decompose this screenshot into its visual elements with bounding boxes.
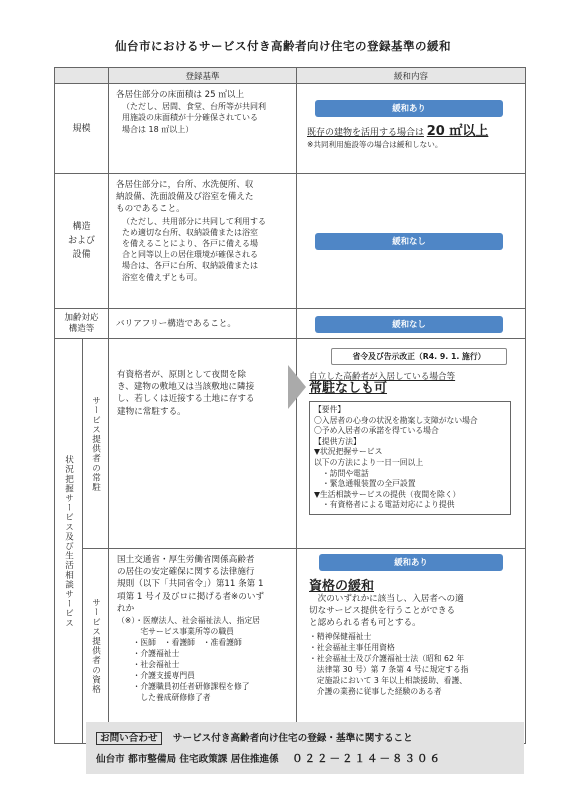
qual-relax-line: 切なサービス提供を行うことができる — [309, 606, 456, 616]
qual-criteria-2: の居住の安定確保に関する法律施行 — [117, 567, 255, 578]
qual-criteria-3: 規則（以下「共同省令」）第11 条第 1 — [117, 579, 264, 590]
structure-note-5: 場合は、各戸に台所、収納設備または — [122, 261, 258, 271]
scale-criteria-note-3: 場合は 18 ㎡以上） — [122, 124, 194, 134]
box-line: 〇入居者の心身の状況を勘案し支障がない場合 — [314, 415, 478, 425]
qual-relax-text — [309, 593, 517, 629]
resident-relax-value: 常駐なしも可 — [309, 381, 388, 396]
table-row-qualification — [55, 549, 526, 744]
contact-tag: お問い合わせ — [96, 732, 162, 745]
qual-sub: した養成研修修了者 — [117, 693, 211, 703]
qual-relax-list — [309, 631, 517, 697]
qual-relax-item: ・社会福祉主事任用資格 — [309, 643, 395, 652]
scale-relax-note: ※共同利用施設等の場合は緩和しない。 — [307, 140, 443, 149]
structure-criteria-2: 納設備、洗面設備及び浴室を備えた — [116, 192, 254, 203]
qual-sub: （※）・医療法人、社会福祉法人、指定居 — [117, 616, 260, 626]
contact-line-2 — [96, 751, 442, 766]
qual-relax-item: ・社会福祉士及び介護福祉士法（昭和 62 年 — [309, 654, 465, 663]
qualification-relaxation — [297, 549, 526, 744]
resident-requirements-box — [309, 401, 511, 515]
resident-criteria — [109, 339, 297, 549]
qual-sub: 宅サービス事業所等の職員 — [117, 627, 234, 637]
barrier-label-2: 構造等 — [68, 323, 95, 334]
header-relaxation: 緩和内容 — [297, 68, 526, 84]
qual-relax-value: 資格の緩和 — [309, 579, 375, 594]
qualification-label: サービス提供者の資格 — [90, 598, 101, 694]
scale-relax-text: 既存の建物を活用する場合は — [307, 128, 425, 138]
arrow-icon — [288, 365, 306, 409]
qual-criteria-4: 項第 1 号イ及びロに掲げる者※のいず — [117, 591, 265, 602]
qual-criteria-5: れか — [117, 603, 135, 614]
qual-relax-line: 次のいずれかに該当し、入居者への適 — [309, 594, 464, 604]
row-label-service — [55, 339, 83, 744]
page-title: 仙台市におけるサービス付き高齢者向け住宅の登録基準の緩和 — [115, 39, 451, 53]
relaxation-no-badge: 緩和なし — [315, 316, 503, 333]
resident-label: サービス提供者の常駐 — [90, 395, 101, 492]
qual-sub-list — [117, 615, 292, 703]
row-label-resident — [83, 339, 109, 549]
relaxation-yes-badge: 緩和あり — [315, 100, 503, 117]
qual-relax-item: 法律第 30 号）第 7 条第 4 号に規定する指 — [309, 665, 469, 674]
qualification-criteria — [109, 549, 297, 744]
box-line: 【要件】 — [314, 405, 346, 414]
box-line: 〇予め入居者の承諾を得ている場合 — [314, 426, 439, 436]
structure-note-1: （ただし、共用部分に共同して利用する — [122, 216, 266, 226]
box-line: 【提供方法】 — [314, 436, 361, 446]
criteria-table — [54, 67, 526, 744]
contact-footer — [86, 722, 524, 774]
table-row-resident — [55, 339, 526, 549]
scale-relax-value: 20 ㎡以上 — [426, 124, 489, 139]
contact-tel: ０２２－２１４－８３０６ — [292, 753, 443, 765]
structure-note-2: ため適切な台所、収納設備または浴室 — [122, 227, 258, 237]
relaxation-yes-badge: 緩和あり — [319, 554, 503, 571]
structure-relaxation — [297, 174, 526, 309]
row-label-barrier — [55, 309, 109, 339]
box-line: ・有資格者による電話対応により提供 — [322, 500, 455, 510]
resident-relax-text: 自立した高齢者が入居している場合等 — [309, 372, 456, 382]
structure-note-3: を備えることにより、各戸に備える場 — [122, 239, 258, 249]
qual-sub: ・介護職員初任者研修課程を修了 — [117, 682, 250, 692]
structure-criteria-3: ものであること。 — [116, 204, 185, 215]
box-line: ▼状況把握サービス — [314, 447, 383, 457]
barrier-criteria: バリアフリー構造であること。 — [109, 309, 297, 339]
structure-criteria-1: 各居住部分に，台所、水洗便所、収 — [116, 180, 254, 190]
barrier-relaxation — [297, 309, 526, 339]
relaxation-no-badge: 緩和なし — [315, 233, 503, 250]
resident-criteria-3: し、若しくは近接する土地に存する — [117, 394, 255, 405]
contact-dept: 仙台市 都市整備局 住宅政策課 居住推進係 — [96, 754, 279, 765]
structure-label-2: および — [67, 236, 95, 246]
qual-sub: ・介護福祉士 — [117, 649, 180, 659]
row-label-scale: 規模 — [55, 84, 109, 174]
structure-note-6: 浴室を備えずとも可。 — [122, 272, 202, 282]
qual-relax-item: ・精神保健福祉士 — [309, 632, 372, 641]
resident-criteria-4: 建物に常駐する。 — [117, 406, 186, 417]
table-row-barrier — [55, 309, 526, 339]
scale-criteria-text: 各居住部分の床面積は 25 ㎡以上 — [116, 90, 245, 100]
structure-criteria — [109, 174, 297, 309]
scale-criteria-note-1: （ただし、居間、食堂、台所等が共同利 — [122, 102, 266, 112]
box-line: ・緊急通報装置の全戸設置 — [322, 479, 416, 489]
box-line: ・訪問や電話 — [322, 468, 369, 478]
qual-relax-item: 定施設において 3 年以上相談援助、看護、 — [309, 676, 468, 685]
contact-subject: サービス付き高齢者向け住宅の登録・基準に関すること — [172, 733, 413, 744]
scale-criteria-note-2: 用施設の床面積が十分確保されている — [122, 113, 258, 123]
row-label-qualification — [83, 549, 109, 744]
qual-sub: ・介護支援専門員 — [117, 671, 195, 681]
scale-criteria — [109, 84, 297, 174]
row-label-structure — [55, 174, 109, 309]
scale-relaxation — [297, 84, 526, 174]
resident-relaxation — [297, 339, 526, 549]
structure-note-4: 合と同等以上の居住環境が確保される — [122, 250, 258, 260]
structure-label-3: 設備 — [72, 250, 91, 260]
qual-relax-line: と認められる者も可とする。 — [309, 618, 421, 628]
box-line: 以下の方法により一日一回以上 — [314, 457, 424, 467]
table-header-row — [55, 68, 526, 84]
resident-criteria-2: き、建物の敷地又は当該敷地に隣接 — [117, 382, 255, 393]
structure-label-1: 構造 — [72, 222, 91, 232]
qual-sub: ・医師 ・看護師 ・准看護師 — [117, 638, 242, 648]
service-outer-label: 状況把握サービス及び生活相談サービス — [63, 454, 74, 628]
qual-relax-item: 介護の業務に従事した経験のある者 — [309, 687, 442, 696]
contact-line-1 — [96, 730, 413, 744]
header-criteria: 登録基準 — [109, 68, 297, 84]
table-row-structure — [55, 174, 526, 309]
header-blank — [55, 68, 109, 84]
qual-criteria-1: 国土交通省・厚生労働省関係高齢者 — [117, 555, 255, 565]
notice-badge: 省令及び告示改正（R4. 9. 1. 施行） — [331, 348, 507, 365]
table-row-scale — [55, 84, 526, 174]
box-line: ▼生活相談サービスの提供（夜間を除く） — [314, 489, 461, 499]
barrier-label-1: 加齢対応 — [64, 312, 99, 323]
qual-sub: ・社会福祉士 — [117, 660, 180, 670]
resident-criteria-1: 有資格者が、原則として夜間を除 — [117, 370, 246, 380]
